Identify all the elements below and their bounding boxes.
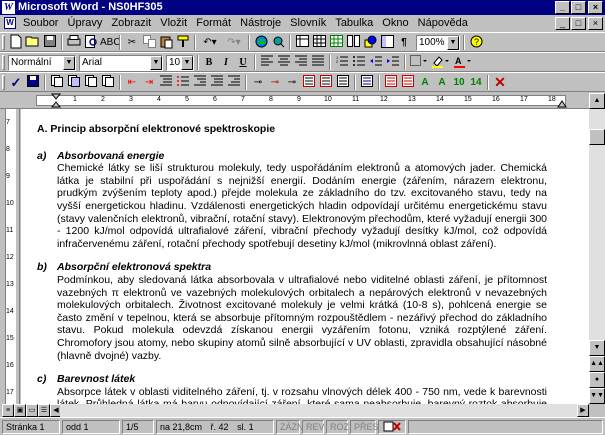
scroll-thumb[interactable] (589, 129, 605, 145)
italic-button[interactable]: I (224, 57, 228, 68)
red-x-icon[interactable]: ✕ (494, 74, 506, 90)
status-ext[interactable]: ROZ (326, 420, 348, 434)
undo-icon[interactable]: ↶▾ (203, 37, 217, 48)
section-body: Podmínkou, aby sledovaná látka absorbovala v ultrafialové nebo viditelné oblasti záření, je přítomnost vazebných π elektronů ve vazebných molekulových orbitalech a nepárových elektronů v nevazebných molekulových orbitalech. Životnost excitované molekuly je velmi krátká (10-8 s), pohlcená energie se často změní v tepelnou, která se absorbuje přítomným rozpouštědlem - nezářivý přechod do základního stavu. Pokud molekula odevzdá získanou energii vyzářením fotonu, vzniká rozptýlené záření. Chromofory jsou atomy, nebo skupiny atomů silně absorbující v UV oblasti, zpravidla obsahující násobné (hlavně dvojné) vazby. (57, 273, 547, 362)
menu-bar (0, 15, 605, 32)
status-bar (0, 417, 605, 435)
svg-text:A: A (455, 56, 462, 66)
red-tool-1-icon[interactable] (383, 75, 399, 90)
status-column: sl. 1 (237, 422, 254, 432)
menu-zobrazit[interactable]: Zobrazit (111, 17, 152, 29)
office-assistant-icon[interactable] (468, 35, 484, 50)
status-pages: 1/5 (122, 420, 154, 434)
underline-button[interactable]: U (239, 57, 247, 68)
align-left-icon[interactable] (259, 55, 275, 70)
status-ovr[interactable]: PŘES (350, 420, 376, 434)
menu-slovnik[interactable]: Slovník (290, 17, 327, 29)
doc-close-button[interactable]: × (588, 17, 603, 30)
vertical-scrollbar[interactable] (589, 93, 605, 404)
vruler-tick: 8 (6, 146, 10, 153)
font-size-10-button[interactable]: 10 (453, 77, 465, 88)
text-a-plus-icon[interactable]: A (438, 77, 446, 88)
section-letter: a) (37, 149, 47, 162)
columns-icon[interactable] (345, 35, 361, 50)
font-size-value: 10 (169, 57, 181, 68)
vruler-tick: 7 (6, 119, 10, 126)
scroll-up-icon[interactable]: ▲ (589, 93, 605, 109)
ruler-tick: 3 (129, 96, 133, 103)
svg-text:?: ? (473, 37, 479, 47)
style-value: Normální (11, 57, 52, 68)
standard-toolbar (0, 32, 605, 52)
horizontal-scroll-track[interactable] (60, 404, 589, 417)
maximize-button[interactable]: □ (571, 1, 586, 14)
previous-page-icon[interactable]: ▲▲ (589, 356, 605, 372)
red-tool-2-icon[interactable] (400, 75, 416, 90)
doc-minimize-button[interactable]: _ (555, 17, 570, 30)
ruler-tick: 10 (324, 96, 332, 103)
outline-tool-3-icon[interactable] (209, 75, 225, 90)
ruler-tick: 16 (492, 96, 500, 103)
font-size-14-button[interactable]: 14 (470, 77, 482, 88)
document-map-icon[interactable] (379, 35, 395, 50)
redo-icon[interactable]: ↷▾ (227, 37, 241, 48)
scroll-left-icon[interactable]: ◀ (50, 404, 62, 417)
svg-text:2: 2 (336, 59, 339, 64)
ruler-tick: 6 (213, 96, 217, 103)
borders-icon[interactable] (409, 55, 429, 70)
status-page: Stránka 1 (2, 420, 60, 434)
title-bar (0, 0, 605, 15)
insert-excel-icon[interactable] (328, 35, 344, 50)
decrease-indent-icon[interactable] (368, 55, 384, 70)
select-browse-object-icon[interactable]: ● (589, 372, 605, 388)
document-heading: A. Princip absorpční elektronové spektroskopie (37, 123, 276, 135)
section-title: Absorpční elektronová spektra (57, 261, 212, 274)
section-letter: b) (37, 261, 47, 274)
ruler-tick: 11 (352, 96, 360, 103)
print-preview-icon[interactable] (83, 35, 99, 50)
ruler-tick: 14 (436, 96, 444, 103)
status-rec[interactable]: ZÁZN (276, 420, 300, 434)
copy-icon[interactable] (141, 35, 157, 50)
status-empty (408, 420, 603, 434)
section-body: Absorpce látek v oblasti viditelného záření, tj. v rozsahu vlnových délek 400 - 750 nm, vede k barevnosti (57, 385, 547, 398)
menu-tabulka[interactable]: Tabulka (335, 17, 374, 29)
indent-marker-icon[interactable] (51, 94, 61, 108)
document-body[interactable] (37, 123, 547, 434)
drawing-icon[interactable] (362, 35, 378, 50)
table-tool-2-icon[interactable] (318, 75, 334, 90)
save-blue-icon[interactable] (25, 75, 41, 90)
toolbar-grip[interactable] (2, 55, 5, 70)
table-tool-1-icon[interactable] (301, 75, 317, 90)
indent-tool-1-icon[interactable]: ⇤ (127, 77, 137, 88)
zoom-select[interactable] (416, 35, 460, 51)
toolbar-grip[interactable] (2, 75, 5, 90)
key-tool-3-icon[interactable]: ⊸ (287, 77, 297, 88)
document-page[interactable] (21, 109, 589, 404)
menu-format[interactable]: Formát (196, 17, 232, 29)
status-rev[interactable]: REV (302, 420, 324, 434)
document-icon[interactable]: W (4, 17, 16, 29)
ruler-tick: 8 (269, 96, 273, 103)
align-center-icon[interactable] (276, 55, 292, 70)
menu-okno[interactable]: Okno (382, 17, 409, 29)
normal-view-icon[interactable]: ≡ (2, 404, 14, 417)
web-toolbar-icon[interactable] (253, 35, 269, 50)
ruler-tick: 2 (101, 96, 105, 103)
minimize-button[interactable]: _ (555, 1, 570, 14)
text-a-minus-icon[interactable]: A (421, 77, 429, 88)
outline-tool-2-icon[interactable] (192, 75, 208, 90)
increase-indent-icon[interactable] (385, 55, 401, 70)
ruler-tick: 12 (380, 96, 388, 103)
next-page-icon[interactable]: ▼▼ (589, 388, 605, 404)
list-tool-icon[interactable] (175, 75, 191, 90)
print-icon[interactable] (66, 35, 82, 50)
section-title: Absorbovaná energie (57, 149, 165, 162)
vruler-tick: 9 (6, 173, 10, 180)
show-hide-icon[interactable]: ¶ (401, 37, 407, 48)
toolbar-grip[interactable] (2, 35, 5, 50)
vruler-tick: 12 (6, 254, 14, 261)
section-title: Barevnost látek (57, 373, 136, 386)
menu-upravy[interactable]: Úpravy (67, 17, 103, 29)
formatting-toolbar (0, 52, 605, 72)
vruler-tick: 16 (6, 362, 14, 369)
section-body: Chemické látky se liší strukturou molekuly, tedy uspořádáním elektronů a atomových jader. Chemická látka je stabilní při uspořádání s nejnižší energií. Dodáním energie (zářením, nárazem elektronu, prudkým zvýšením teploty apod.) přejde molekula ze základního do tzv. excitovaného stavu, tedy na vyšší energetickou hladinu. Vzdálenosti energetických hladin odpovídají určitému energetickému stavu (stavy valenčních elektronů, vibrační, rotační stavy). Elektronovým přechodům, které vyžadují energii 300 - 1200 kJ/mol odpovídá ultrafialové záření, vibrační přechody vyžadují desítky kJ/mol, což odpovídá infračervenému záření, rotační přechody spotřebují desetiny kJ/mol (mikrovlnná oblast záření). (57, 162, 547, 250)
menu-vlozit[interactable]: Vložit (160, 17, 188, 29)
word-app-icon[interactable]: W (2, 1, 15, 14)
web-layout-icon[interactable]: ▣ (14, 404, 26, 417)
scroll-right-icon[interactable]: ▶ (577, 404, 589, 417)
key-tool-1-icon[interactable]: ⊸ (253, 77, 263, 88)
ruler-track[interactable] (36, 95, 566, 106)
spelling-icon[interactable]: ABC (100, 37, 121, 48)
vruler-tick: 10 (6, 200, 14, 207)
menu-soubor[interactable]: Soubor (23, 17, 59, 29)
zoom-value: 100% (419, 37, 445, 48)
check-icon[interactable]: ✓ (10, 75, 22, 90)
ruler-tick: 13 (408, 96, 416, 103)
highlight-icon[interactable] (431, 55, 451, 70)
ruler-tick: 9 (297, 96, 301, 103)
custom-toolbar (0, 72, 605, 92)
horizontal-scrollbar[interactable] (0, 404, 605, 417)
bullets-icon[interactable] (351, 55, 367, 70)
menu-nastroje[interactable]: Nástroje (240, 17, 282, 29)
outline-tool-icon[interactable] (158, 75, 174, 90)
style-select[interactable] (8, 55, 76, 71)
hyperlink-icon[interactable] (270, 35, 286, 50)
ruler-tick: 15 (464, 96, 472, 103)
doc-tool-2-icon[interactable] (66, 75, 82, 90)
cut-icon[interactable]: ✂ (127, 37, 137, 48)
ruler-tick: 1 (73, 96, 77, 103)
status-section: odd 1 (62, 420, 120, 434)
doc-restore-button[interactable]: □ (571, 17, 586, 30)
vertical-ruler[interactable] (0, 109, 20, 404)
font-dropdown-icon[interactable]: ▼ (150, 56, 162, 70)
spelling-status-icon (382, 421, 402, 432)
justify-icon[interactable] (310, 55, 326, 70)
save-icon[interactable] (42, 35, 58, 50)
open-folder-icon[interactable] (25, 35, 41, 50)
font-value: Arial (82, 57, 103, 68)
scroll-down-icon[interactable]: ▼ (589, 340, 605, 356)
font-size-select[interactable] (166, 55, 194, 71)
menu-napoveda[interactable]: Nápověda (417, 17, 468, 29)
horizontal-ruler[interactable] (0, 93, 605, 109)
table-tool-3-icon[interactable] (335, 75, 351, 90)
status-at: na 21,8cm (160, 422, 203, 432)
paste-icon[interactable] (158, 35, 174, 50)
font-size-dropdown-icon[interactable]: ▼ (181, 56, 193, 70)
format-painter-icon[interactable] (175, 35, 191, 50)
new-document-icon[interactable] (8, 35, 24, 50)
insert-table-icon[interactable] (311, 35, 327, 50)
quote-tool-icon[interactable] (359, 75, 375, 90)
vruler-tick: 13 (6, 281, 14, 288)
page-layout-icon[interactable]: ▭ (26, 404, 38, 417)
right-indent-marker-icon[interactable] (558, 100, 567, 108)
numbering-icon[interactable] (334, 55, 350, 70)
key-tool-2-icon[interactable]: ⊸ (270, 77, 280, 88)
doc-tool-4-icon[interactable] (100, 75, 116, 90)
font-color-icon[interactable] (453, 55, 473, 70)
style-dropdown-icon[interactable]: ▼ (63, 56, 75, 70)
bold-button[interactable]: B (205, 57, 213, 68)
ruler-tick: 7 (241, 96, 245, 103)
ruler-tick: 4 (157, 96, 161, 103)
section-b (37, 261, 547, 362)
vruler-tick: 17 (6, 389, 14, 396)
outline-tool-4-icon[interactable] (226, 75, 242, 90)
outline-view-icon[interactable]: ☰ (38, 404, 50, 417)
indent-tool-2-icon[interactable]: ⇥ (144, 77, 154, 88)
align-right-icon[interactable] (293, 55, 309, 70)
vruler-tick: 15 (6, 335, 14, 342)
section-a (37, 150, 547, 251)
ruler-tick: 5 (185, 96, 189, 103)
close-button[interactable]: × (588, 1, 603, 14)
tables-borders-icon[interactable] (294, 35, 310, 50)
status-position (156, 420, 274, 434)
vruler-tick: 11 (6, 227, 14, 234)
status-line: ř. 42 (210, 422, 229, 432)
window-title: Microsoft Word - NS0HF305 (18, 1, 163, 13)
zoom-dropdown-icon[interactable]: ▼ (447, 36, 459, 50)
svg-text:1: 1 (336, 55, 339, 60)
font-select[interactable] (79, 55, 163, 71)
doc-tool-3-icon[interactable] (83, 75, 99, 90)
section-letter: c) (37, 373, 47, 386)
doc-tool-1-icon[interactable] (49, 75, 65, 90)
vruler-tick: 14 (6, 308, 14, 315)
ruler-tick: 18 (548, 96, 556, 103)
status-spelling[interactable] (378, 420, 406, 434)
ruler-tick: 17 (520, 96, 528, 103)
